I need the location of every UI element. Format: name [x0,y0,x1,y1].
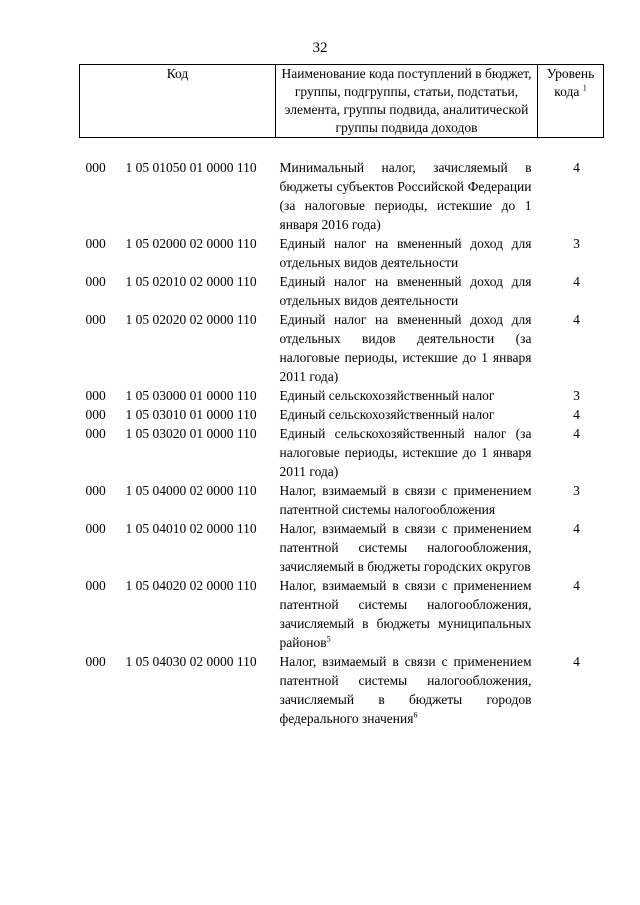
cell-level: 4 [573,274,580,289]
cell-income-code: 1 05 03020 01 0000 110 [125,426,257,441]
table-row [80,481,604,519]
cell-income-code: 1 05 04030 02 0000 110 [125,654,257,669]
cell-income-code: 1 05 02020 02 0000 110 [125,312,257,327]
cell-income-code: 1 05 04010 02 0000 110 [125,521,257,536]
cell-level: 3 [573,388,580,403]
cell-income-code: 1 05 04000 02 0000 110 [125,483,257,498]
table-header-row [80,65,604,138]
cell-name-text: Единый сельскохозяйственный налог (за налоговые периоды, истекшие до 1 января 2011 года) [279,426,532,479]
cell-income-code: 1 05 03010 01 0000 110 [125,407,257,422]
table-row [80,519,604,576]
table-row [80,576,604,652]
header-code: Код [80,65,276,138]
cell-name-text: Налог, взимаемый в связи с применением патентной системы налогообложения, зачисляемый в бюджеты городов федерального значения [279,654,532,726]
cell-name [276,386,538,405]
income-codes-table [79,64,604,728]
cell-level: 3 [573,236,580,251]
cell-name [276,158,538,234]
cell-level: 4 [573,312,580,327]
table-row [80,234,604,272]
cell-level: 4 [573,654,580,669]
cell-name [276,405,538,424]
cell-name [276,272,538,310]
table-row [80,272,604,310]
cell-admin-code: 000 [85,407,106,422]
cell-admin-code: 000 [85,236,106,251]
header-level-label: Уровень кода [546,66,595,99]
cell-name-text: Налог, взимаемый в связи с применением патентной системы налогообложения, зачисляемый в бюджеты городских округов [279,521,532,574]
cell-admin-code: 000 [85,388,106,403]
table-row [80,424,604,481]
cell-admin-code: 000 [85,654,106,669]
cell-name [276,310,538,386]
cell-income-code: 1 05 02000 02 0000 110 [125,236,257,251]
cell-name [276,519,538,576]
cell-level: 4 [573,426,580,441]
cell-name [276,576,538,652]
cell-level: 4 [573,407,580,422]
cell-name [276,234,538,272]
page-number: 32 [312,40,328,56]
cell-name-text: Налог, взимаемый в связи с применением патентной системы налогообложения [279,483,532,517]
cell-income-code: 1 05 04020 02 0000 110 [125,578,257,593]
table-row [80,158,604,234]
cell-name-text: Единый налог на вмененный доход для отдельных видов деятельности [279,274,532,308]
header-level [538,65,604,138]
cell-name-text: Минимальный налог, зачисляемый в бюджеты субъектов Российской Федерации (за налоговые периоды, истекшие до 1 января 2016 года) [279,160,532,232]
cell-name-text: Единый сельскохозяйственный налог [279,388,495,403]
table-row [80,310,604,386]
table-row [80,652,604,728]
cell-name-text: Единый налог на вмененный доход для отдельных видов деятельности (за налоговые периоды, истекшие до 1 января 2011 года) [279,312,532,384]
footnote-marker: 6 [413,710,418,720]
cell-income-code: 1 05 02010 02 0000 110 [125,274,257,289]
cell-level: 3 [573,483,580,498]
table-row [80,386,604,405]
cell-admin-code: 000 [85,426,106,441]
cell-admin-code: 000 [85,483,106,498]
cell-level: 4 [573,521,580,536]
cell-income-code: 1 05 01050 01 0000 110 [125,160,257,175]
cell-level: 4 [573,578,580,593]
cell-name-text: Налог, взимаемый в связи с применением патентной системы налогообложения, зачисляемый в бюджеты муниципальных районов [279,578,532,650]
header-name: Наименование кода поступлений в бюджет, группы, подгруппы, статьи, подстатьи, элемента, группы подвида, аналитической группы подвида доходов [276,65,538,138]
cell-name [276,652,538,728]
cell-name [276,424,538,481]
cell-admin-code: 000 [85,521,106,536]
spacer-row [80,138,604,159]
table-row [80,405,604,424]
cell-name-text: Единый сельскохозяйственный налог [279,407,495,422]
cell-admin-code: 000 [85,578,106,593]
cell-admin-code: 000 [85,274,106,289]
cell-name [276,481,538,519]
header-level-footnote: 1 [582,83,587,93]
cell-admin-code: 000 [85,160,106,175]
cell-level: 4 [573,160,580,175]
cell-income-code: 1 05 03000 01 0000 110 [125,388,257,403]
cell-admin-code: 000 [85,312,106,327]
footnote-marker: 5 [326,634,331,644]
cell-name-text: Единый налог на вмененный доход для отдельных видов деятельности [279,236,532,270]
